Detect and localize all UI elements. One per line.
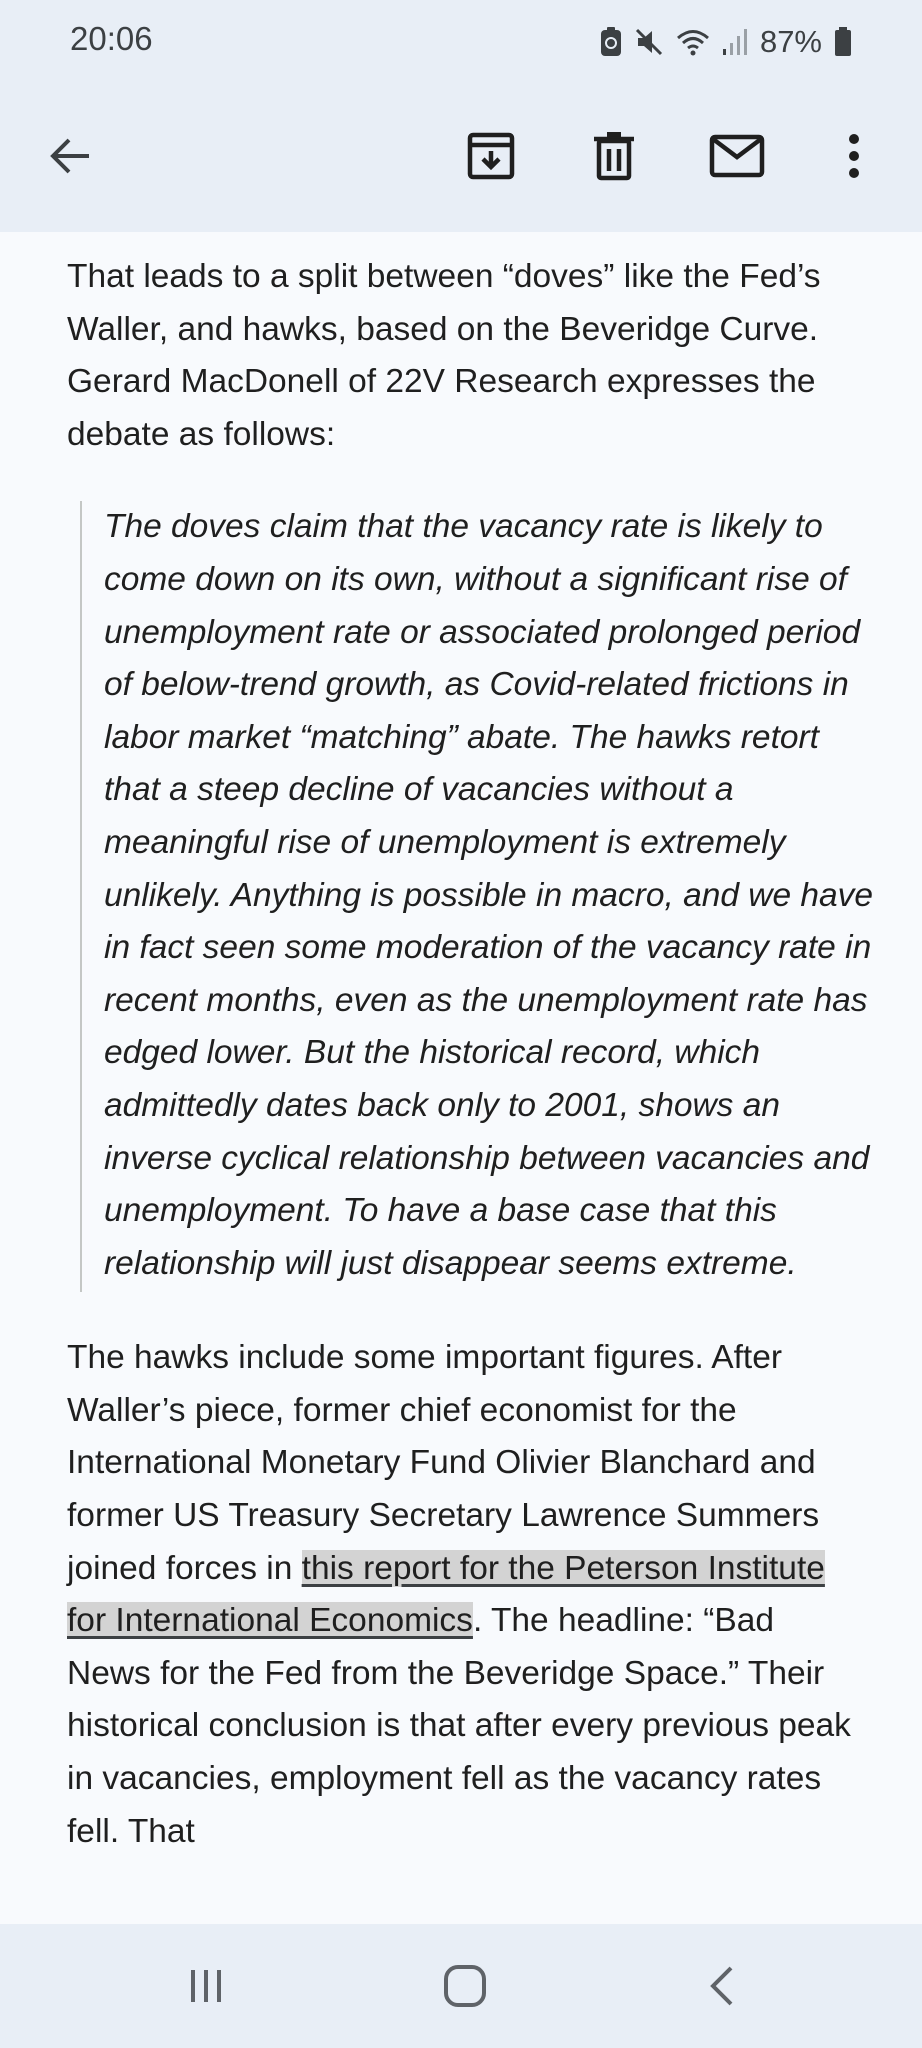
peterson-report-link[interactable]: this report for the Peterson Institute for International Economics (67, 1549, 825, 1640)
wifi-icon (676, 27, 710, 57)
system-nav-bar (0, 1924, 922, 2048)
recent-apps-button[interactable] (166, 1954, 246, 2018)
mail-icon (709, 134, 765, 178)
battery-percent: 87% (759, 24, 822, 59)
email-body[interactable] (0, 232, 922, 1924)
email-toolbar (0, 82, 922, 232)
mute-icon (634, 27, 664, 57)
system-back-button[interactable] (682, 1954, 762, 2018)
battery-icon (834, 27, 852, 57)
mark-unread-button[interactable] (701, 120, 773, 192)
status-time: 20:06 (70, 20, 153, 57)
more-vert-icon (844, 131, 864, 181)
archive-icon (466, 131, 516, 181)
back-arrow-icon (45, 131, 95, 181)
signal-icon (722, 27, 748, 57)
archive-button[interactable] (455, 120, 527, 192)
more-options-button[interactable] (818, 120, 890, 192)
body-paragraph-2-lead: The hawks include some important figures. After Waller’s piece, former chief economist for the International Monetary Fund Olivier Blanchard and former US Treasury Secretary Lawrence Summers joined forces in (67, 1339, 820, 1587)
body-paragraph-2-tail: . The headline: “Bad News for the Fed from the Beveridge Space.” Their historical conclusion is that after every previous peak in vacancies, employment fell as the vacancy rates fell. That (67, 1602, 851, 1850)
trash-icon (591, 130, 637, 182)
portrait-lock-icon (600, 27, 622, 57)
home-icon (443, 1964, 487, 2008)
status-icons (600, 20, 852, 64)
home-button[interactable] (425, 1954, 505, 2018)
blockquote: The doves claim that the vacancy rate is likely to come down on its own, without a significant rise of unemployment rate or associated prolonged period of below-trend growth, as Covid-related frictions in labor market “matching” abate. The hawks retort that a steep decline of vacancies without a meaningful rise of unemployment is extremely unlikely. Anything is possible in macro, and we have in fact seen some moderation of the vacancy rate in recent months, even as the unemployment rate has edged lower. But the historical record, which admittedly dates back only to 2001, shows an inverse cyclical relationship between vacancies and unemployment. To have a base case that this relationship will just disappear seems extreme. (80, 501, 884, 1292)
body-paragraph-1: That leads to a split between “doves” like the Fed’s Waller, and hawks, based on the Beveridge Curve. Gerard MacDonell of 22V Research expresses the debate as follows: (67, 258, 821, 453)
delete-button[interactable] (578, 120, 650, 192)
body-paragraph-2 (0, 1332, 922, 1858)
recent-apps-icon (186, 1966, 226, 2006)
back-icon (707, 1964, 737, 2008)
status-bar (0, 0, 922, 82)
back-button[interactable] (34, 120, 106, 192)
